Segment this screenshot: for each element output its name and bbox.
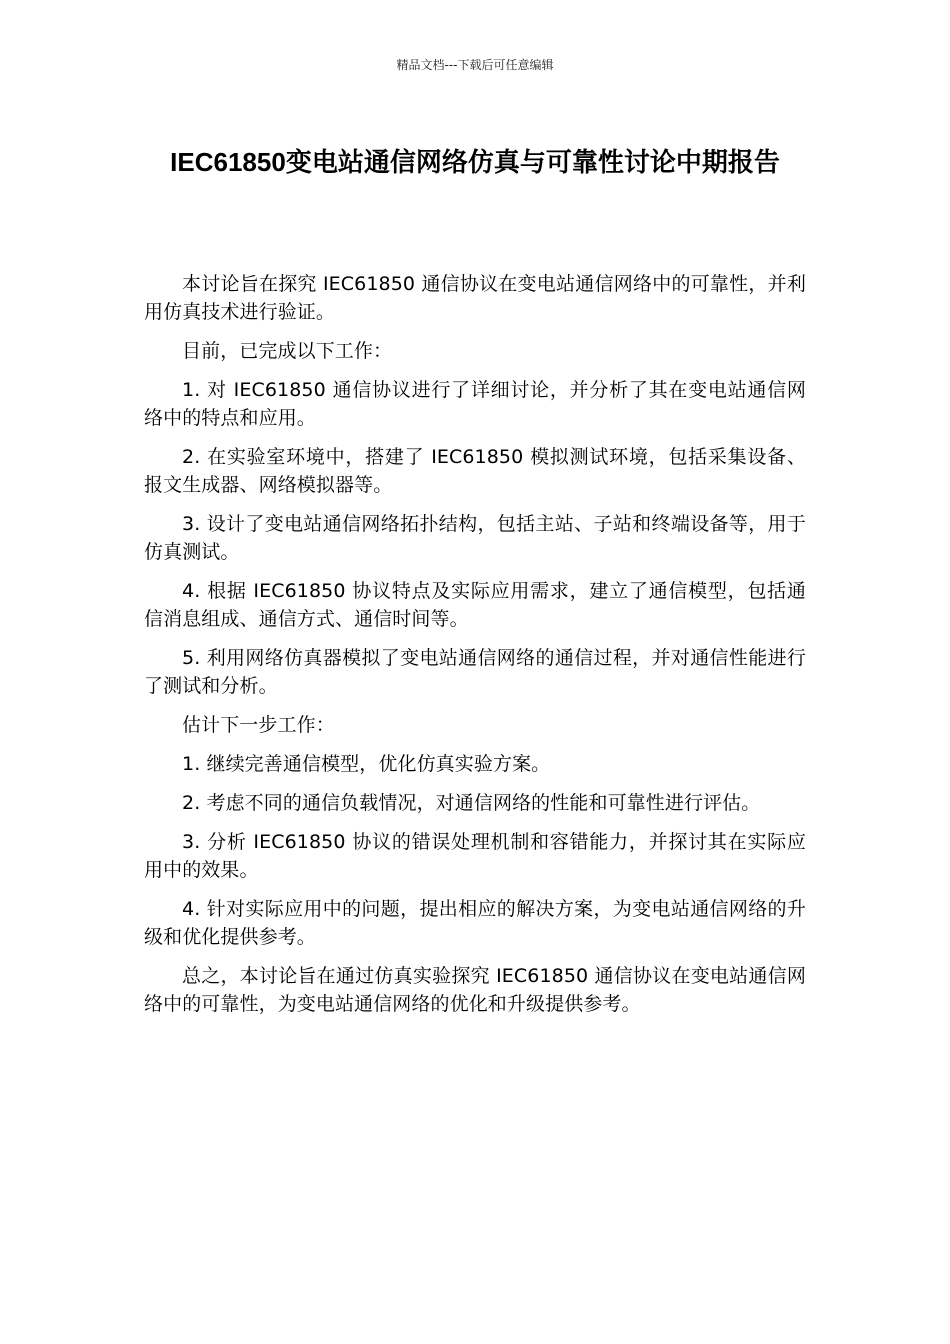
paragraph-next-step-item: 4. 针对实际应用中的问题，提出相应的解决方案，为变电站通信网络的升级和优化提供参考。 <box>144 898 806 948</box>
paragraph-next-step-item: 1. 继续完善通信模型，优化仿真实验方案。 <box>182 753 551 775</box>
paragraph-completed-item: 3. 设计了变电站通信网络拓扑结构，包括主站、子站和终端设备等，用于仿真测试。 <box>144 513 806 563</box>
paragraph-completed-item: 5. 利用网络仿真器模拟了变电站通信网络的通信过程，并对通信性能进行了测试和分析。 <box>144 647 806 697</box>
paragraph-intro: 本讨论旨在探究 IEC61850 通信协议在变电站通信网络中的可靠性，并利用仿真技术进行验证。 <box>144 273 806 323</box>
paragraph-next-step-item: 2. 考虑不同的通信负载情况，对通信网络的性能和可靠性进行评估。 <box>182 792 761 814</box>
paragraph-next-step-item: 3. 分析 IEC61850 协议的错误处理机制和容错能力，并探讨其在实际应用中的效果。 <box>144 831 806 881</box>
paragraph-next-steps-heading: 估计下一步工作： <box>182 714 335 736</box>
paragraph-completed-item: 4. 根据 IEC61850 协议特点及实际应用需求，建立了通信模型，包括通信消息组成、通信方式、通信时间等。 <box>144 580 806 630</box>
paragraph-conclusion: 总之，本讨论旨在通过仿真实验探究 IEC61850 通信协议在变电站通信网络中的可靠性，为变电站通信网络的优化和升级提供参考。 <box>144 965 806 1015</box>
header-note: 精品文档---下载后可任意编辑 <box>396 58 554 72</box>
paragraph-completed-item: 1. 对 IEC61850 通信协议进行了详细讨论，并分析了其在变电站通信网络中的特点和应用。 <box>144 379 806 429</box>
document-title: IEC61850变电站通信网络仿真与可靠性讨论中期报告 <box>170 147 780 177</box>
paragraph-completed-heading: 目前，已完成以下工作： <box>182 340 393 362</box>
paragraph-completed-item: 2. 在实验室环境中，搭建了 IEC61850 模拟测试环境，包括采集设备、报文生成器、网络模拟器等。 <box>144 446 806 496</box>
document-body <box>144 270 806 1029</box>
